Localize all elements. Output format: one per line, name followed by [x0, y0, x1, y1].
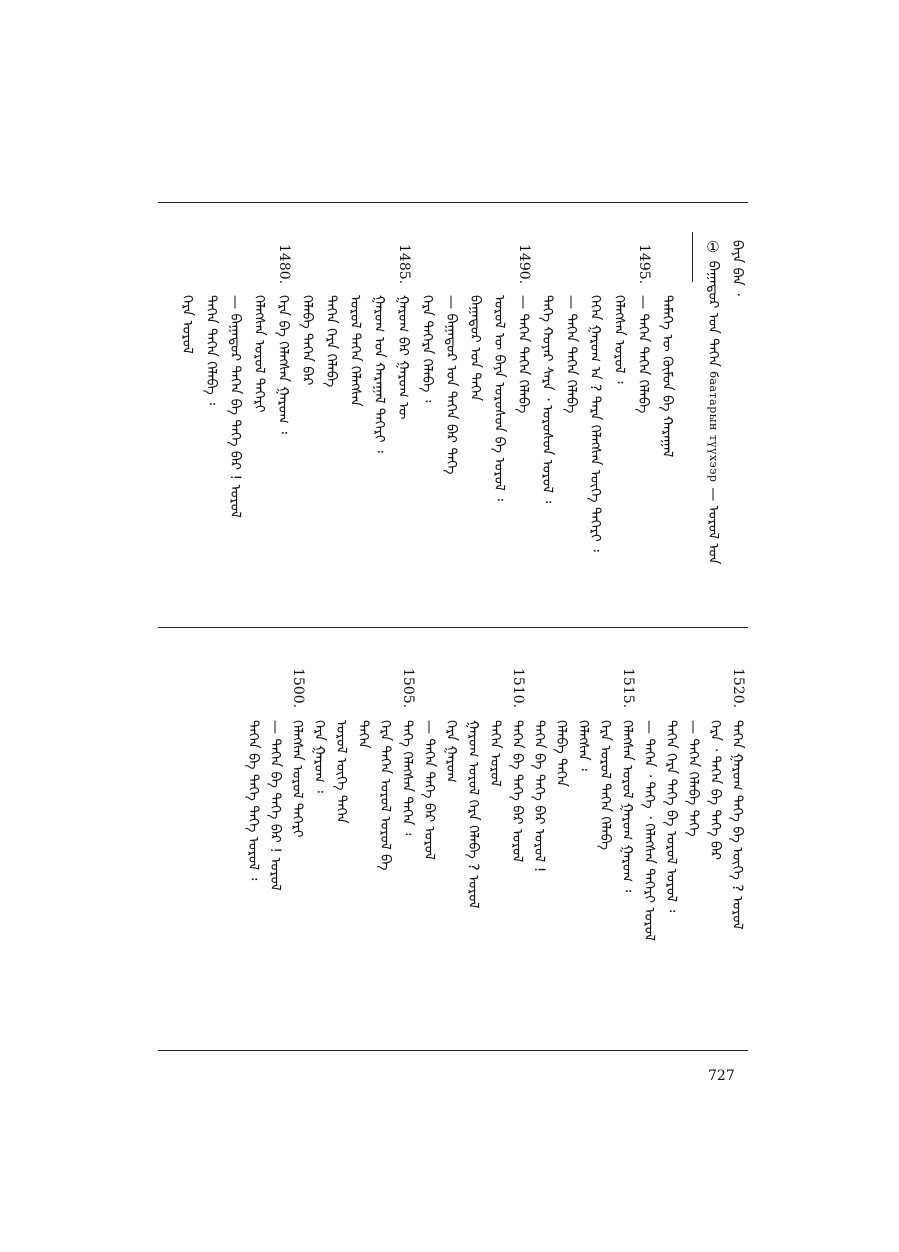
line-number: 1495. — [636, 244, 652, 285]
text-line: — ᠲᠡᠭᠡᠨ ᠂ ᠲᠡᠭᠡ ᠂ ᠬᠡᠯᠡᠭᠰᠡᠨ ᠲᠡᠭᠡᠷᠢ ᠤᠷᠤᠯ — [641, 720, 657, 941]
text-line: ᠬᠡᠯᠡᠭᠰᠡᠨ ᠤᠷᠤᠯ ᠲᠡᠭᠡᠷᠢ — [289, 720, 305, 838]
footnote-latin: баатарын түүхээр — [707, 371, 720, 483]
text-line: ᠲᠡᠭᠡᠨ ᠤᠷᠤᠯ — [487, 720, 503, 787]
line-number: 1515. — [620, 668, 636, 709]
text-line: ᠬᠡᠷᠡ ᠳᠡᠭᠡᠷᠡ ᠬᠡᠯᠡᠪᠡ ᠄ — [419, 295, 435, 403]
text-line: ᠳᠡᠭᠡ ᠬᠤᠶᠠᠷ ᠰᠠᠷᠠ ᠂ ᠤᠷᠤᠰᠤᠨ ᠤᠷᠤᠯ ᠄ — [539, 295, 555, 504]
top-rule — [158, 202, 748, 203]
text-line: — ᠲᠡᠭᠡᠨ ᠪᠡ ᠲᠡᠭᠡ ᠪᠡᠷ ! ᠤᠷᠤᠯ — [267, 720, 283, 891]
line-number: 1510. — [510, 668, 526, 709]
text-line: ᠬᠡᠷᠡ ᠭᠠᠷᠤᠭ — [443, 720, 459, 783]
text-line: ᠲᠡᠭᠡ ᠬᠡᠯᠡᠭᠰᠡᠨ ᠲᠡᠭᠡᠨ ᠄ — [399, 720, 415, 836]
footnote: ① ᠪᠠᠭᠠᠲᠤᠷ ᠤᠨ ᠲᠡᠭᠡᠨ баатарын түүхээр — ᠤᠷᠤᠯ ᠤᠨ — [704, 238, 722, 565]
text-line: ᠬᠡᠯᠡᠭᠰᠡᠨ ᠄ — [575, 720, 591, 771]
text-line: ᠲᠡᠭᠡᠨ — [355, 720, 371, 749]
text-line: ᠬᠡᠯᠡᠭᠰᠡᠨ ᠤᠷᠤᠯ ᠲᠡᠭᠡᠷᠢ — [251, 295, 267, 413]
text-line: — ᠲᠡᠭᠡᠨ ᠲᠡᠭᠡᠨ ᠬᠡᠯᠡᠪᠡ — [515, 295, 531, 414]
text-line: — ᠪᠠᠭᠠᠲᠤᠷ ᠤᠨ ᠲᠡᠭᠡᠨ ᠪᠡᠷ ᠲᠡᠭᠡ — [443, 295, 459, 475]
text-line: ᠬᠡᠯᠡᠪᠡ ᠲᠡᠭᠡᠨ — [553, 720, 569, 787]
text-line: ᠲᠡᠭᠡᠨ ᠪᠡ ᠲᠡᠭᠡ ᠪᠡᠷ ᠤᠷᠤᠯ ! — [531, 720, 547, 873]
text-line: ᠬᠡᠷᠡ ᠤᠷᠤᠯ — [179, 295, 195, 354]
text-line: ᠲᠡᠭᠡᠨ ᠲᠡᠭᠡᠨ ᠬᠡᠯᠡᠪᠡ ᠄ — [203, 295, 219, 406]
text-line: — ᠲᠡᠭᠡᠨ ᠲᠡᠭᠡᠨ ᠬᠡᠯᠡᠪᠡ — [563, 295, 579, 414]
text-line: ᠲᠡᠭᠡᠨ ᠬᠡᠷᠡ ᠬᠡᠯᠡᠪᠡ — [323, 295, 339, 388]
line-number: 1480. — [276, 244, 292, 285]
text-line: ᠭᠠᠷᠤᠭ ᠤᠨ ᠬᠠᠷᠠᠭᠠᠯ ᠲᠡᠭᠡᠷᠢ ᠄ — [371, 295, 387, 453]
text-line: ᠭᠡᠭᠡᠨ ᠭᠠᠷᠤᠭ ᠎ᠠ ? ᠲᠡᠷᠡ ᠬᠡᠯᠡᠭᠰᠡᠨ ᠦᠭᠡ ᠲᠡᠭᠡᠷᠢ ᠄ — [587, 295, 603, 552]
page-number: 727 — [708, 1068, 735, 1084]
text-line: ᠲᠡᠭᠡᠨ ᠪᠡ ᠲᠡᠭᠡ ᠲᠡᠭᠡ ᠤᠷᠤᠯ ᠄ — [245, 720, 261, 881]
line-number: 1490. — [516, 244, 532, 285]
text-line: ᠪᠡᠶᠡ ᠪᠡᠨ ᠂ — [729, 240, 745, 296]
text-line: ᠬᠡᠷᠡ ᠭᠠᠷᠤᠭ ᠄ — [311, 720, 327, 793]
footnote-separator — [692, 232, 693, 282]
text-line: ᠬᠡᠷᠡ ᠪᠡ ᠬᠡᠯᠡᠭᠰᠡᠨ ᠭᠠᠷᠤᠭ ᠄ — [275, 295, 291, 434]
text-line: ᠲᠡᠭᠡᠨ ᠬᠡᠷᠡ ᠲᠡᠭᠡ ᠪᠡ ᠤᠷᠤᠯ ᠤᠷᠤᠯ ᠄ — [663, 720, 679, 913]
line-number: 1485. — [396, 244, 412, 285]
text-line: ᠲᠡᠭᠡᠨ ᠪᠡ ᠲᠡᠭᠡ ᠪᠡᠷ ᠤᠷᠤᠯ — [509, 720, 525, 863]
text-line: ᠲᠡᠮᠡᠭᠡ ᠦ ᠬᠦᠮᠦᠨ ᠪᠡ ᠬᠠᠷᠠᠭᠠᠯ — [659, 295, 675, 458]
text-line: ᠬᠡᠷᠡ ᠲᠡᠭᠡᠨ ᠤᠷᠤᠯ ᠤᠷᠤᠯ ᠪᠡ — [377, 720, 393, 871]
text-line: ᠬᠡᠯᠡᠪᠡ ᠲᠡᠭᠡᠨ ᠪᠡᠷ — [299, 295, 315, 386]
text-line: ᠲᠡᠭᠡᠨ ᠭᠠᠷᠤᠭ ᠲᠡᠭᠡ ᠪᠡ ᠦᠭᠡ ? ᠤᠷᠤᠯ — [729, 720, 745, 930]
text-line: — ᠲᠡᠭᠡᠨ ᠲᠡᠭᠡ ᠪᠡᠷ ᠤᠷᠤᠯ — [421, 720, 437, 860]
text-line: — ᠪᠠᠭᠠᠲᠤᠷ ᠲᠡᠭᠡᠨ ᠪᠡ ᠲᠡᠭᠡ ᠪᠡᠷ ! ᠤᠷᠤᠯ — [227, 295, 243, 518]
line-number: 1520. — [730, 668, 746, 709]
text-line: ᠭᠠᠷᠤᠭ ᠪᠡᠷ ᠭᠠᠷᠤᠭ ᠦ — [395, 295, 411, 420]
text-line: ᠤᠷᠤᠯ ᠦᠭᠡ ᠲᠡᠭᠡᠨ — [333, 720, 349, 824]
text-line: ᠬᠡᠯᠡᠭᠰᠡᠨ ᠤᠷᠤᠯ ᠄ — [611, 295, 627, 384]
text-line: ᠤᠷᠤᠯ ᠲᠡᠭᠡᠨ ᠬᠡᠯᠡᠭᠰᠡᠨ — [347, 295, 363, 407]
text-line: ᠪᠠᠭᠠᠲᠤᠷ ᠤᠨ ᠲᠡᠭᠡᠨ — [467, 295, 483, 402]
line-number: 1500. — [290, 668, 306, 709]
text-line: ᠬᠡᠷᠡ ᠂ ᠲᠡᠭᠡᠨ ᠪᠡ ᠲᠡᠭᠡ ᠪᠡᠷ — [707, 720, 723, 861]
text-line: ᠬᠡᠯᠡᠭᠰᠡᠨ ᠤᠷᠤᠯ ᠭᠠᠷᠤᠭ ᠭᠠᠷᠤᠭ ᠄ — [619, 720, 635, 893]
line-number: 1505. — [400, 668, 416, 709]
footnote-marker: ① — [704, 238, 722, 256]
text-line: ᠤᠷᠤᠯ ᠦ ᠪᠡᠶᠡ ᠤᠷᠤᠰᠤᠨ ᠪᠡ ᠤᠷᠤᠯ ᠄ — [491, 295, 507, 501]
text-line: — ᠲᠡᠭᠡᠨ ᠲᠡᠭᠡᠨ ᠬᠡᠯᠡᠪᠡ — [635, 295, 651, 414]
middle-rule — [158, 627, 748, 628]
bottom-rule — [158, 1050, 748, 1051]
text-line: ᠬᠡᠷᠡ ᠤᠷᠤᠯ ᠲᠡᠭᠡᠨ ᠬᠡᠯᠡᠪᠡ — [597, 720, 613, 851]
text-line: ᠭᠠᠷᠤᠭ ᠤᠷᠤᠯ ᠬᠡᠷᠡ ᠬᠡᠯᠡᠪᠡ ? ᠤᠷᠤᠯ — [465, 720, 481, 909]
text-line: — ᠲᠡᠭᠡᠨ ᠬᠡᠯᠡᠪᠡ ᠲᠡᠭᠡ — [685, 720, 701, 837]
